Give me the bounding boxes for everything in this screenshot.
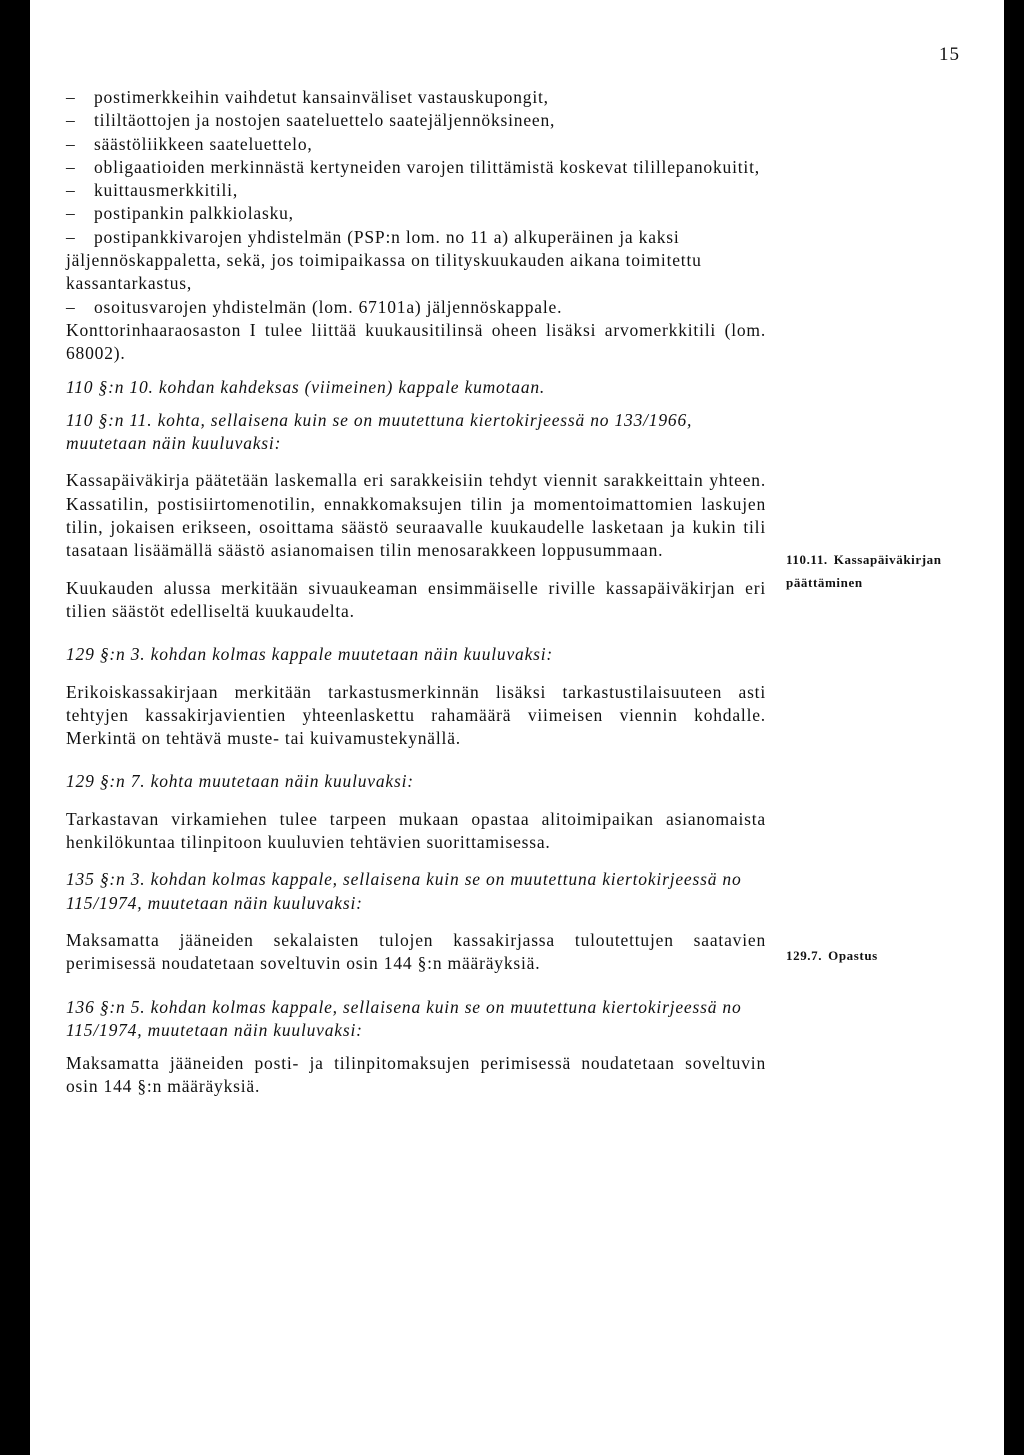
margin-note-text: Opastus: [828, 948, 878, 963]
dash-bullet: –: [66, 203, 76, 224]
margin-note-text: Kassapäiväkirjan päättäminen: [786, 552, 942, 590]
amendment-135-3: 135 §:n 3. kohdan kolmas kappale, sellaisena kuin se on muutettuna kiertokirjeessä no 115/1974, muutetaan näin kuuluvaksi:: [66, 869, 742, 913]
paragraph-kassapaivakirja-2: Kuukauden alussa merkitään sivuaukeaman ensimmäiselle riville kassapäiväkirjan eri tilien säästöt edelliseltä kuukaudelta.: [66, 577, 766, 621]
list-item: – postimerkkeihin vaihdetut kansainväliset vastauskupongit,: [66, 86, 766, 109]
dash-bullet: –: [66, 226, 76, 247]
paragraph-konttori: Konttorinhaaraosaston I tulee liittää kuukausitilinsä oheen lisäksi arvomerkkitili (lom. 68002).: [66, 319, 766, 364]
margin-note-ref: 129.7.: [786, 948, 823, 963]
list-item: – kuittausmerkkitili,: [66, 179, 766, 202]
left-scan-border: [0, 0, 30, 1455]
right-scan-border: [1004, 0, 1024, 1455]
paragraph-tarkastava: Tarkastavan virkamiehen tulee tarpeen mukaan opastaa alitoimipaikan asianomaista henkilökuntaa tilinpitoon kuuluvien tehtävien suorittamisessa.: [66, 808, 766, 853]
amendment-136-5: 136 §:n 5. kohdan kolmas kappale, sellaisena kuin se on muutettuna kiertokirjeessä no 115/1974, muutetaan näin kuuluvaksi:: [66, 996, 742, 1040]
amendment-129-3: 129 §:n 3. kohdan kolmas kappale muutetaan näin kuuluvaksi:: [66, 644, 554, 665]
dash-bullet: –: [66, 296, 76, 317]
attachment-list: [66, 86, 766, 319]
list-item: – obligaatioiden merkinnästä kertyneiden varojen tilittämistä koskevat tilillepanokuitit,: [66, 156, 766, 179]
margin-note-kassapaivakirja: [786, 548, 946, 594]
dash-bullet: –: [66, 110, 76, 131]
paragraph-kassapaivakirja-1: Kassapäiväkirja päätetään laskemalla eri sarakkeisiin tehdyt viennit sarakkeittain yhteen. Kassatilin, postisiirtomenotilin, ennakkomaksujen tilin ja momentoimattomien laskujen tilin, jokaisen erikseen, osoittama säästö seuraavalle kuukaudelle lasketaan ja kukin tili tasataan lisäämällä säästö asianomaisen tilin menosarakkeen loppusummaan.: [66, 470, 766, 561]
list-item: – postipankin palkkiolasku,: [66, 202, 766, 225]
document-body: [66, 86, 766, 1099]
paragraph-sekalaiset: Maksamatta jääneiden sekalaisten tulojen kassakirjassa tuloutettujen saatavien perimisessä noudatetaan soveltuvin osin 144 §:n määräyksiä.: [66, 929, 766, 974]
list-item: – säästöliikkeen saateluettelo,: [66, 133, 766, 156]
dash-bullet: –: [66, 156, 76, 177]
page-number: 15: [939, 44, 960, 65]
amendment-129-7: 129 §:n 7. kohta muutetaan näin kuuluvaksi:: [66, 771, 414, 792]
amendment-110-10: 110 §:n 10. kohdan kahdeksas (viimeinen) kappale kumotaan.: [66, 376, 546, 397]
dash-bullet: –: [66, 180, 76, 201]
list-item: – postipankkivarojen yhdistelmän (PSP:n lom. no 11 a) alkuperäinen ja kaksi jäljennöskappaletta, sekä, jos toimipaikassa on tilityskuukauden aikana toimitettu kassantarkastus,: [66, 226, 702, 294]
dash-bullet: –: [66, 133, 76, 154]
dash-bullet: –: [66, 87, 76, 107]
list-item: – tililtäottojen ja nostojen saateluettelo saatejäljennöksineen,: [66, 109, 766, 132]
list-item: – osoitusvarojen yhdistelmän (lom. 67101a) jäljennöskappale.: [66, 296, 766, 319]
paragraph-posti: Maksamatta jääneiden posti- ja tilinpitomaksujen perimisessä noudatetaan soveltuvin osin 144 §:n määräyksiä.: [66, 1053, 766, 1097]
margin-note-ref: 110.11.: [786, 552, 828, 567]
margin-note-opastus: [786, 944, 946, 967]
amendment-110-11: 110 §:n 11. kohta, sellaisena kuin se on muutettuna kiertokirjeessä no 133/1966, muutetaan näin kuuluvaksi:: [66, 409, 693, 454]
paragraph-erikoiskassakirja: Erikoiskassakirjaan merkitään tarkastusmerkinnän lisäksi tarkastustilaisuuteen asti tehtyjen kassakirjavientien yhteenlaskettu rahamäärä viimeisen viennin kohdalle. Merkintä on tehtävä muste- tai kuivamustekynällä.: [66, 681, 766, 749]
